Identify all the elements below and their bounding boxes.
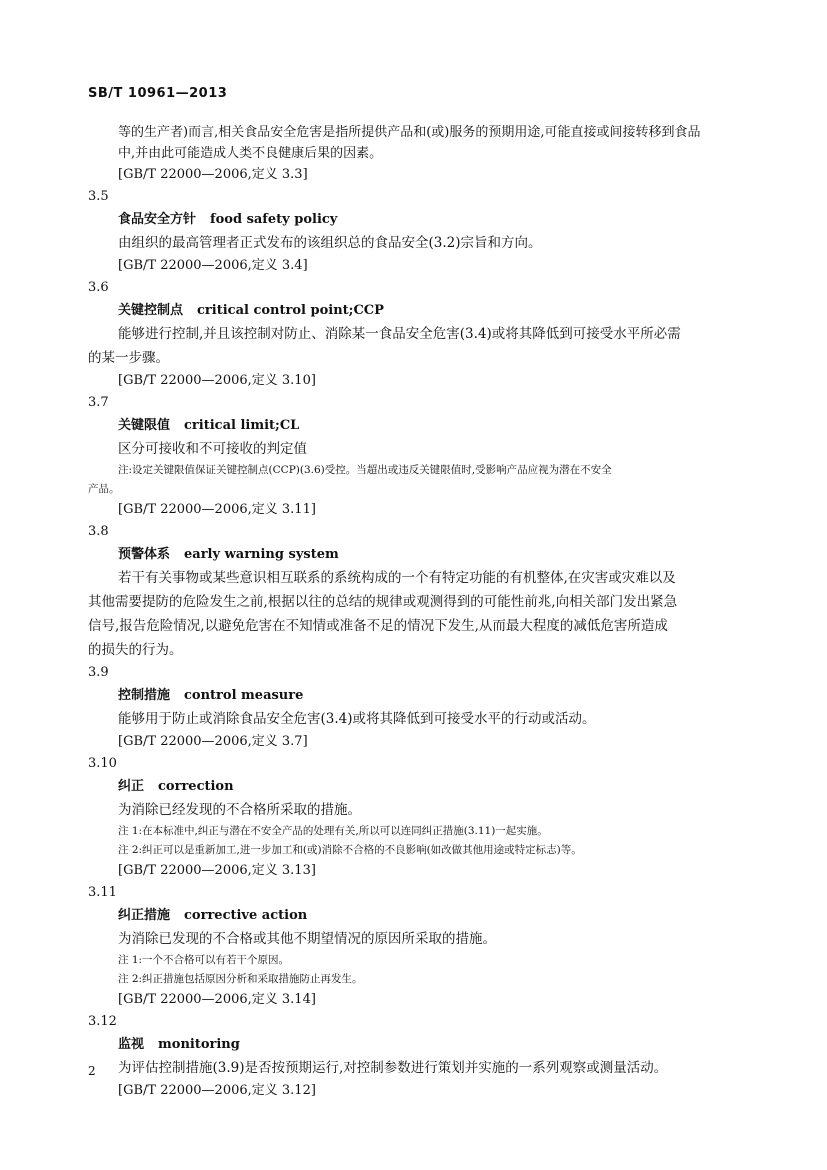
intro-source: [GB/T 22000—2006,定义 3.3]	[118, 167, 308, 182]
definition-line: 信号,报告危险情况,以避免危害在不知情或准备不足的情况下发生,从而最大程度的减低危害所造成	[88, 618, 668, 634]
definition-line: 若干有关事物或某些意识相互联系的系统构成的一个有特定功能的有机整体,在灾害或灾难以及	[118, 570, 676, 586]
section-number: 3.8	[88, 524, 109, 539]
term-en: food safety policy	[210, 212, 338, 227]
section-number: 3.6	[88, 280, 109, 295]
term-zh: 监视	[118, 1037, 145, 1052]
section-3-9	[88, 662, 738, 753]
section-number: 3.10	[88, 756, 117, 771]
section-3-6	[88, 277, 738, 392]
source-reference: [GB/T 22000—2006,定义 3.10]	[118, 373, 316, 388]
section-number: 3.5	[88, 189, 109, 204]
term-heading	[88, 684, 738, 707]
intro-text-line-2: 中,并由此可能造成人类不良健康后果的因素。	[118, 146, 383, 161]
term-heading	[88, 414, 738, 437]
term-en: early warning system	[184, 547, 339, 562]
section-number: 3.9	[88, 665, 109, 680]
definition-line: 的某一步骤。	[88, 350, 169, 366]
section-3-10	[88, 753, 738, 882]
section-number: 3.12	[88, 1014, 117, 1029]
document-body	[88, 122, 738, 1102]
term-en: monitoring	[158, 1037, 240, 1052]
definition-line: 为消除已经发现的不合格所采取的措施。	[118, 802, 361, 818]
note-line: 注 2:纠正措施包括原因分析和采取措施防止再发生。	[118, 973, 363, 985]
source-reference: [GB/T 22000—2006,定义 3.13]	[118, 863, 316, 878]
term-heading	[88, 208, 738, 231]
term-heading	[88, 1033, 738, 1056]
term-zh: 纠正措施	[118, 908, 171, 923]
definition-line: 为评估控制措施(3.9)是否按预期运行,对控制参数进行策划并实施的一系列观察或测量活动。	[118, 1060, 668, 1076]
note-line: 注 2:纠正可以是重新加工,进一步加工和(或)消除不合格的不良影响(如改做其他用途或特定标志)等。	[118, 844, 582, 856]
definition-line: 能够进行控制,并且该控制对防止、消除某一食品安全危害(3.4)或将其降低到可接受水平所必需	[118, 326, 681, 342]
section-3-7	[88, 392, 738, 521]
term-heading	[88, 299, 738, 322]
section-3-12	[88, 1011, 738, 1102]
term-zh: 关键限值	[118, 418, 171, 433]
term-heading	[88, 543, 738, 566]
section-3-8	[88, 521, 738, 662]
term-en: control measure	[184, 688, 304, 703]
term-heading	[88, 904, 738, 927]
definition-line: 能够用于防止或消除食品安全危害(3.4)或将其降低到可接受水平的行动或活动。	[118, 711, 596, 727]
term-zh: 纠正	[118, 779, 145, 794]
note-line: 注 1:在本标准中,纠正与潜在不安全产品的处理有关,所以可以连同纠正措施(3.11)一起实施。	[118, 825, 548, 837]
source-reference: [GB/T 22000—2006,定义 3.7]	[118, 734, 308, 749]
definition-line: 其他需要提防的危险发生之前,根据以往的总结的规律或观测得到的可能性前兆,向相关部门发出紧急	[88, 594, 678, 610]
note-line: 注:设定关键限值保证关键控制点(CCP)(3.6)受控。当超出或违反关键限值时,受影响产品应视为潜在不安全	[118, 464, 612, 476]
definition-line: 为消除已发现的不合格或其他不期望情况的原因所采取的措施。	[118, 931, 496, 947]
note-line: 产品。	[88, 483, 120, 495]
section-number: 3.7	[88, 395, 109, 410]
source-reference: [GB/T 22000—2006,定义 3.11]	[118, 502, 316, 517]
section-3-11	[88, 882, 738, 1011]
document-id: SB/T 10961—2013	[88, 86, 228, 101]
term-zh: 关键控制点	[118, 303, 184, 318]
sections	[88, 186, 738, 1102]
definition-line: 区分可接收和不可接收的判定值	[118, 441, 307, 457]
term-heading	[88, 775, 738, 798]
term-en: critical limit;CL	[184, 418, 300, 433]
definition-line: 的损失的行为。	[88, 642, 183, 658]
source-reference: [GB/T 22000—2006,定义 3.4]	[118, 258, 308, 273]
term-en: corrective action	[184, 908, 308, 923]
note-line: 注 1:一个不合格可以有若干个原因。	[118, 954, 290, 966]
term-en: correction	[158, 779, 234, 794]
term-zh: 控制措施	[118, 688, 171, 703]
page-number: 2	[88, 1064, 96, 1078]
intro-text-line-1: 等的生产者)而言,相关食品安全危害是指所提供产品和(或)服务的预期用途,可能直接或间接转移到食品	[118, 125, 701, 140]
definition-line: 由组织的最高管理者正式发布的该组织总的食品安全(3.2)宗旨和方向。	[118, 235, 542, 251]
term-en: critical control point;CCP	[197, 303, 384, 318]
source-reference: [GB/T 22000—2006,定义 3.14]	[118, 992, 316, 1007]
term-zh: 食品安全方针	[118, 212, 197, 227]
term-zh: 预警体系	[118, 547, 171, 562]
section-3-5	[88, 186, 738, 277]
section-number: 3.11	[88, 885, 117, 900]
source-reference: [GB/T 22000—2006,定义 3.12]	[118, 1083, 316, 1098]
